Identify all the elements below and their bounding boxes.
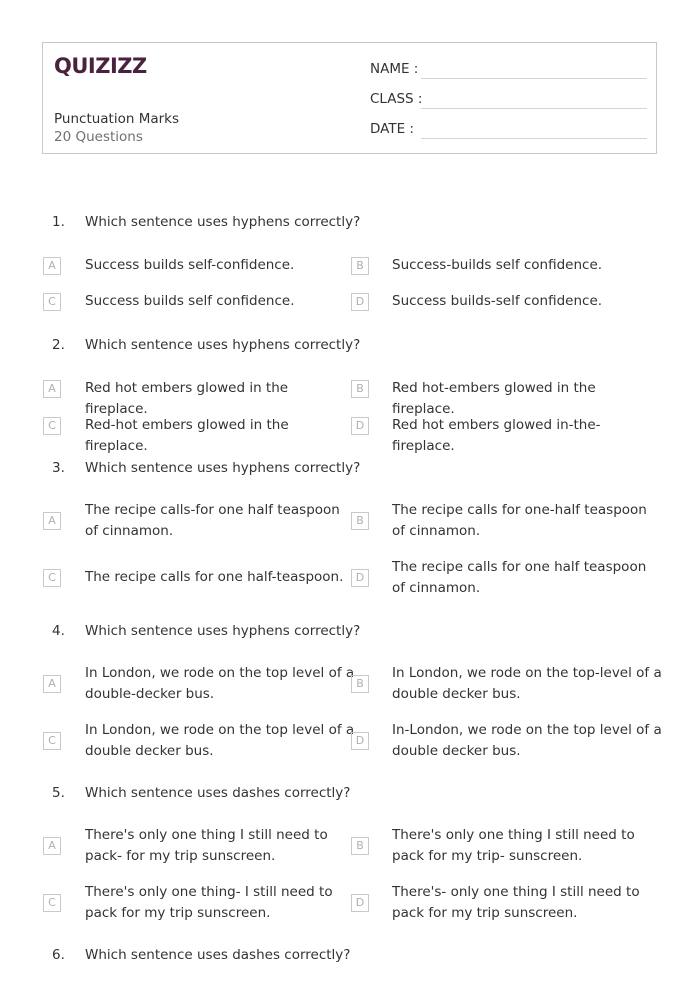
option-b-text: Success-builds self confidence. <box>392 257 603 273</box>
question-number: 2. <box>52 337 65 353</box>
option-b-box[interactable]: B <box>351 837 369 855</box>
question-number: 4. <box>52 623 65 639</box>
option-b-text: There's only one thing I still need to pack for my trip- sunscreen. <box>392 827 635 864</box>
option-d-box[interactable]: D <box>351 732 369 750</box>
question-text: Which sentence uses dashes correctly? <box>85 947 351 963</box>
question-text: Which sentence uses hyphens correctly? <box>85 460 361 476</box>
quizizz-logo: QUIZIZZ <box>54 54 147 78</box>
question-number: 3. <box>52 460 65 476</box>
option-c-box[interactable]: C <box>43 894 61 912</box>
option-d-box[interactable]: D <box>351 894 369 912</box>
option-d-box[interactable]: D <box>351 569 369 587</box>
option-a-text: In London, we rode on the top level of a double-decker bus. <box>85 665 355 702</box>
option-a-box[interactable]: A <box>43 512 61 530</box>
option-a-box[interactable]: A <box>43 257 61 275</box>
option-b-box[interactable]: B <box>351 512 369 530</box>
option-c-text: Success builds self confidence. <box>85 293 295 309</box>
option-c-text: There's only one thing- I still need to pack for my trip sunscreen. <box>85 884 333 921</box>
option-b-text: Red hot-embers glowed in the fireplace. <box>392 380 596 417</box>
date-label: DATE : <box>370 121 414 137</box>
name-label: NAME : <box>370 61 419 77</box>
question-text: Which sentence uses dashes correctly? <box>85 785 351 801</box>
option-c-text: In London, we rode on the top level of a double decker bus. <box>85 722 355 759</box>
question-number: 6. <box>52 947 65 963</box>
option-a-box[interactable]: A <box>43 675 61 693</box>
name-line <box>421 78 647 79</box>
option-d-text: Red hot embers glowed in-the-fireplace. <box>392 417 601 454</box>
option-a-box[interactable]: A <box>43 380 61 398</box>
option-b-box[interactable]: B <box>351 675 369 693</box>
option-d-text: Success builds-self confidence. <box>392 293 603 309</box>
option-d-box[interactable]: D <box>351 293 369 311</box>
option-b-box[interactable]: B <box>351 257 369 275</box>
option-a-text: Success builds self-confidence. <box>85 257 295 273</box>
option-c-box[interactable]: C <box>43 293 61 311</box>
option-d-text: The recipe calls for one half teaspoon of cinnamon. <box>392 559 647 596</box>
date-line <box>421 138 647 139</box>
option-c-box[interactable]: C <box>43 732 61 750</box>
option-b-text: In London, we rode on the top-level of a double decker bus. <box>392 665 662 702</box>
option-c-box[interactable]: C <box>43 569 61 587</box>
option-d-box[interactable]: D <box>351 417 369 435</box>
option-a-box[interactable]: A <box>43 837 61 855</box>
option-c-text: Red-hot embers glowed in the fireplace. <box>85 417 289 454</box>
class-line <box>421 108 647 109</box>
class-label: CLASS : <box>370 91 423 107</box>
option-a-text: The recipe calls-for one half teaspoon of cinnamon. <box>85 502 340 539</box>
question-text: Which sentence uses hyphens correctly? <box>85 214 361 230</box>
question-text: Which sentence uses hyphens correctly? <box>85 337 361 353</box>
worksheet-title: Punctuation Marks <box>54 111 180 127</box>
option-d-text: In-London, we rode on the top level of a double decker bus. <box>392 722 662 759</box>
option-a-text: Red hot embers glowed in the fireplace. <box>85 380 289 417</box>
question-number: 5. <box>52 785 65 801</box>
question-count: 20 Questions <box>54 129 143 145</box>
worksheet-header <box>42 42 657 154</box>
option-c-text: The recipe calls for one half-teaspoon. <box>85 569 344 585</box>
option-b-text: The recipe calls for one-half teaspoon of cinnamon. <box>392 502 647 539</box>
option-b-box[interactable]: B <box>351 380 369 398</box>
option-a-text: There's only one thing I still need to pack- for my trip sunscreen. <box>85 827 328 864</box>
option-d-text: There's- only one thing I still need to pack for my trip sunscreen. <box>392 884 640 921</box>
option-c-box[interactable]: C <box>43 417 61 435</box>
question-text: Which sentence uses hyphens correctly? <box>85 623 361 639</box>
question-number: 1. <box>52 214 65 230</box>
